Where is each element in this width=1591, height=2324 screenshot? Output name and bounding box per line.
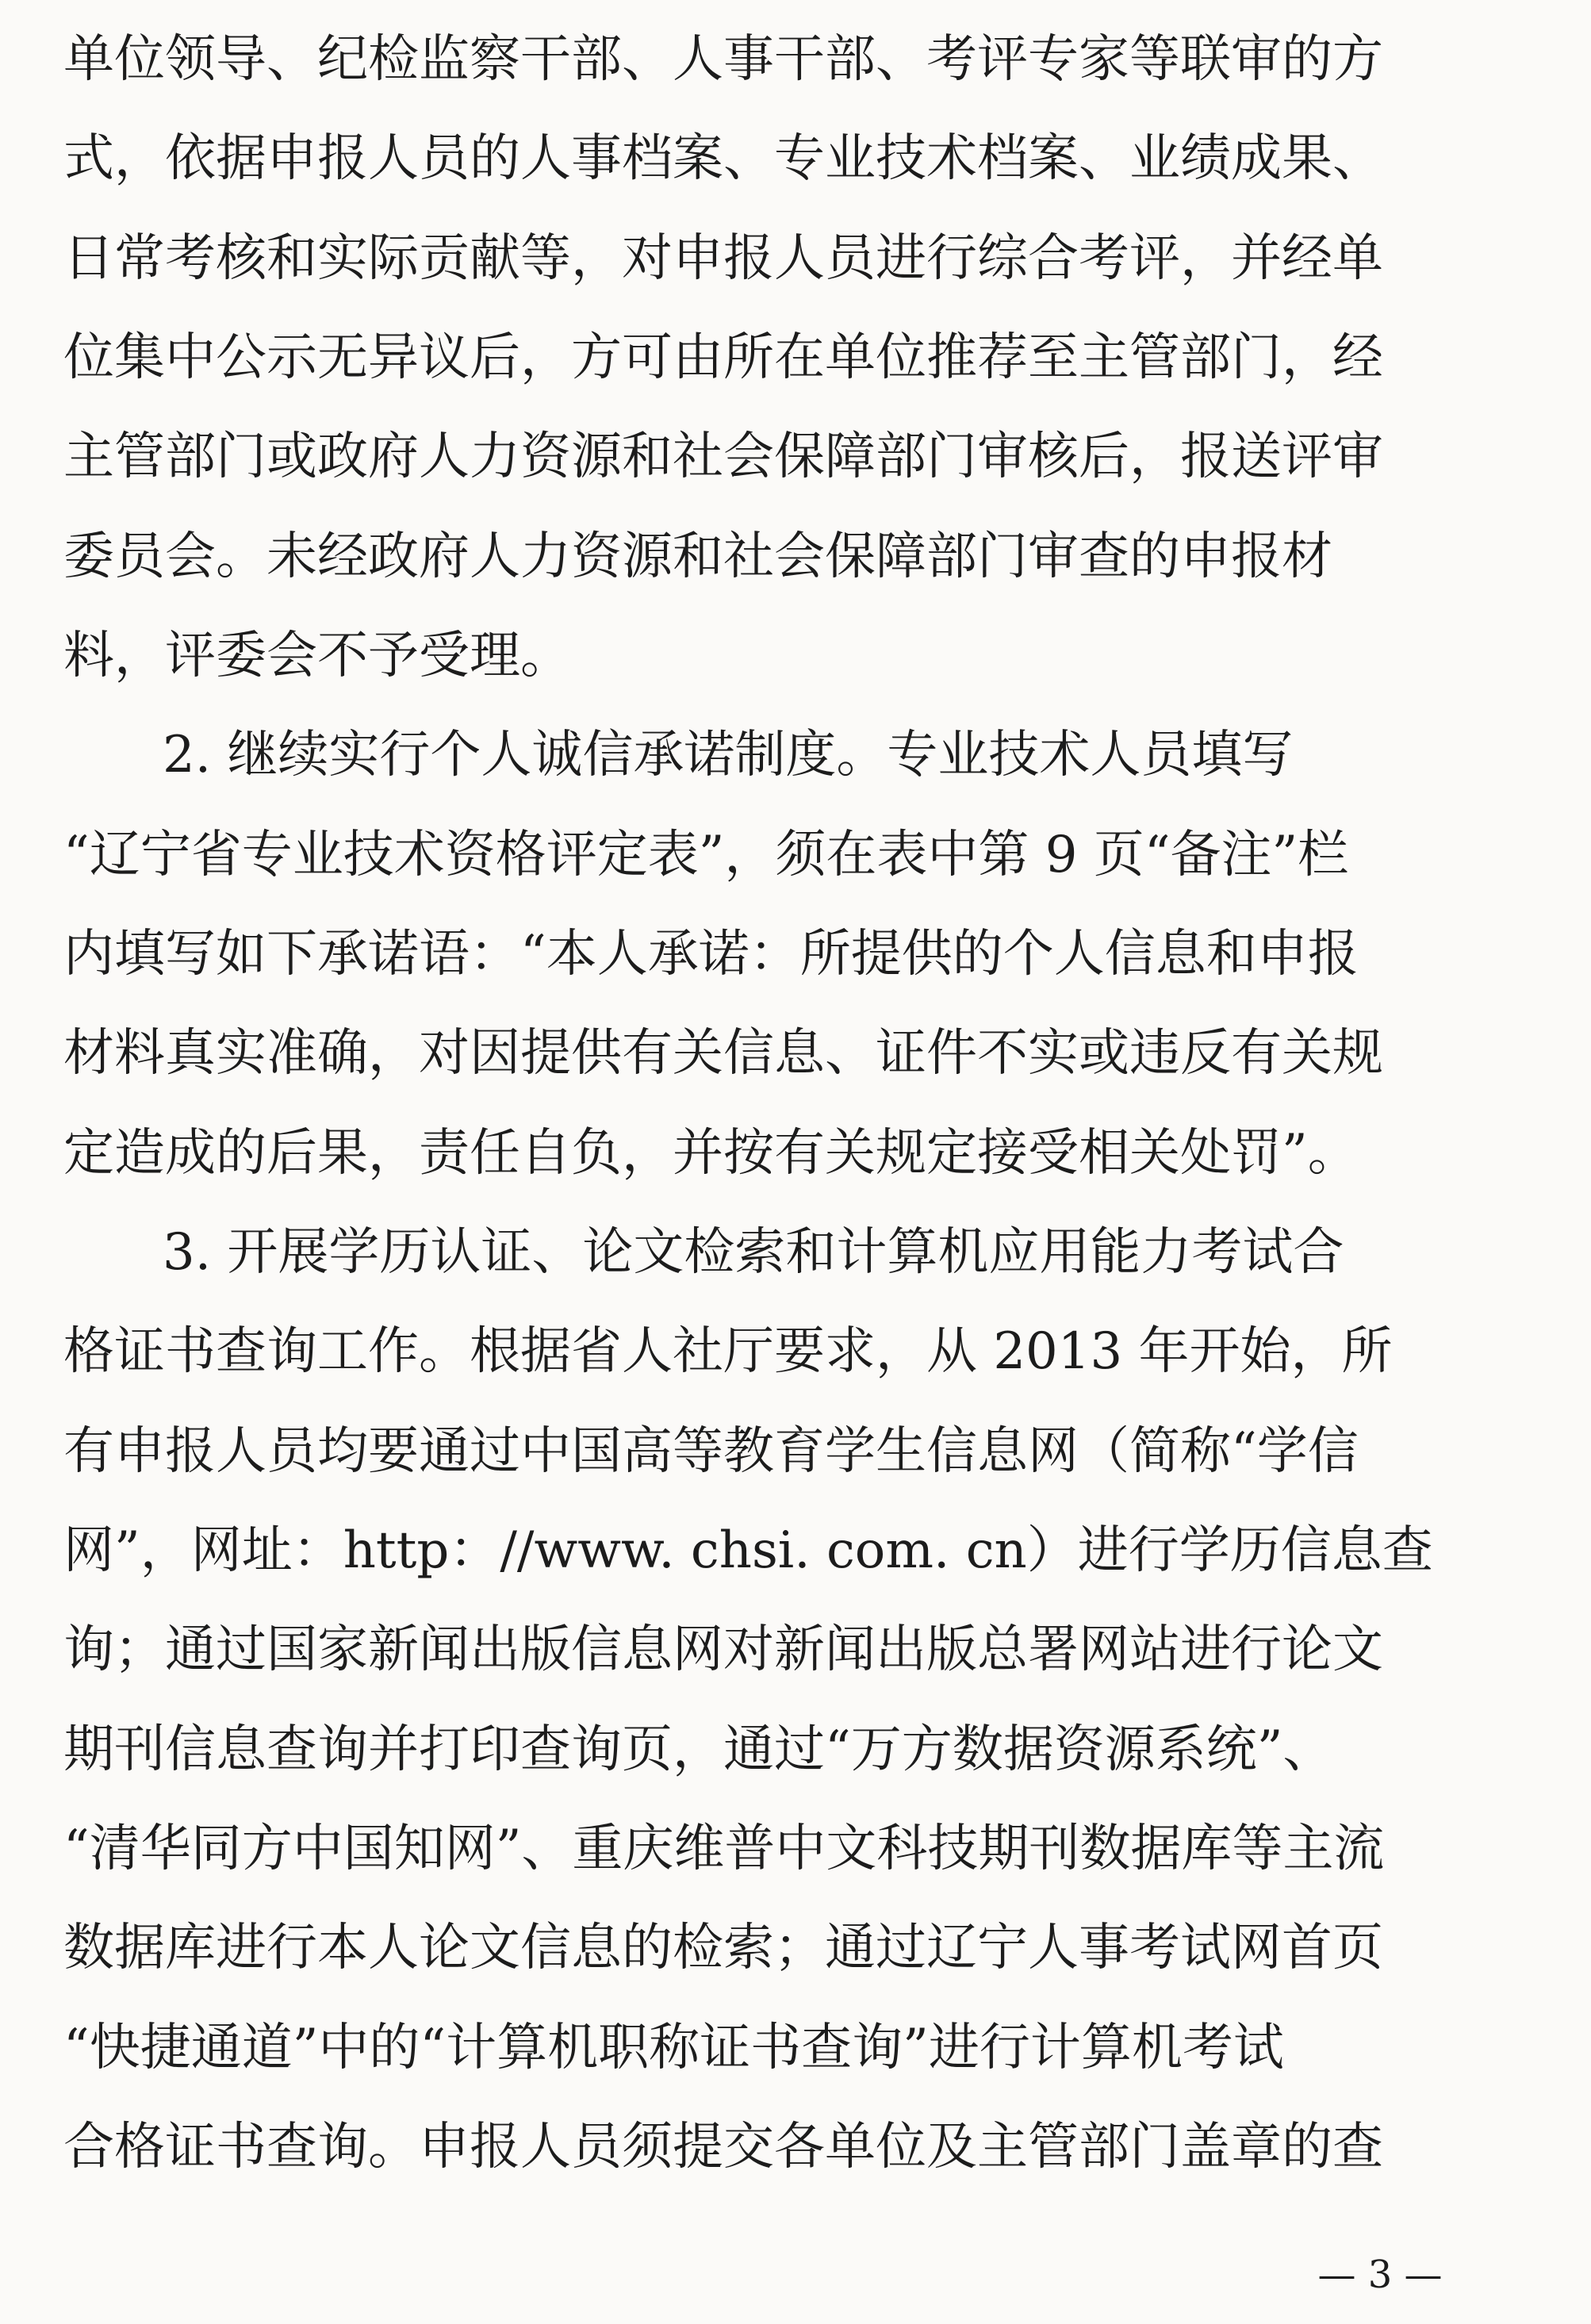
text-line-8: 2. 继续实行个人诚信承诺制度。专业技术人员填写 [163,726,1294,784]
text-line-3: 日常考核和实际贡献等，对申报人员进行综合考评，并经单 [63,229,1383,288]
text-line-5: 主管部门或政府人力资源和社会保障部门审核后，报送评审 [63,428,1383,486]
text-line-9: “辽宁省专业技术资格评定表”，须在表中第 9 页“备注”栏 [63,826,1349,884]
text-line-19: “清华同方中国知网”、重庆维普中文科技期刊数据库等主流 [63,1820,1385,1878]
text-line-1: 单位领导、纪检监察干部、人事干部、考评专家等联审的方 [63,30,1383,89]
text-line-16: 网”，网址：http：//www. chsi. com. cn）进行学历信息查 [63,1521,1433,1580]
text-line-22: 合格证书查询。申报人员须提交各单位及主管部门盖章的查 [63,2118,1383,2176]
text-line-7: 料，评委会不予受理。 [63,627,571,685]
text-line-21: “快捷通道”中的“计算机职称证书查询”进行计算机考试 [63,2019,1284,2077]
text-line-10: 内填写如下承诺语：“本人承诺：所提供的个人信息和申报 [63,925,1359,984]
page-number: — 3 — [1317,2253,1443,2297]
text-line-2: 式，依据申报人员的人事档案、专业技术档案、业绩成果、 [63,129,1383,188]
text-line-18: 期刊信息查询并打印查询页，通过“万方数据资源系统”、 [63,1720,1334,1779]
text-line-14: 格证书查询工作。根据省人社厅要求，从 2013 年开始，所 [63,1322,1393,1381]
text-line-4: 位集中公示无异议后，方可由所在单位推荐至主管部门，经 [63,328,1383,387]
text-line-15: 有申报人员均要通过中国高等教育学生信息网（简称“学信 [63,1422,1359,1481]
text-line-17: 询；通过国家新闻出版信息网对新闻出版总署网站进行论文 [63,1620,1383,1679]
text-line-6: 委员会。未经政府人力资源和社会保障部门审查的申报材 [63,527,1332,586]
text-line-11: 材料真实准确，对因提供有关信息、证件不实或违反有关规 [63,1024,1383,1083]
text-line-13: 3. 开展学历认证、论文检索和计算机应用能力考试合 [163,1223,1344,1282]
text-line-20: 数据库进行本人论文信息的检索；通过辽宁人事考试网首页 [63,1919,1383,1977]
text-line-12: 定造成的后果，责任自负，并按有关规定接受相关处罚”。 [63,1124,1359,1183]
